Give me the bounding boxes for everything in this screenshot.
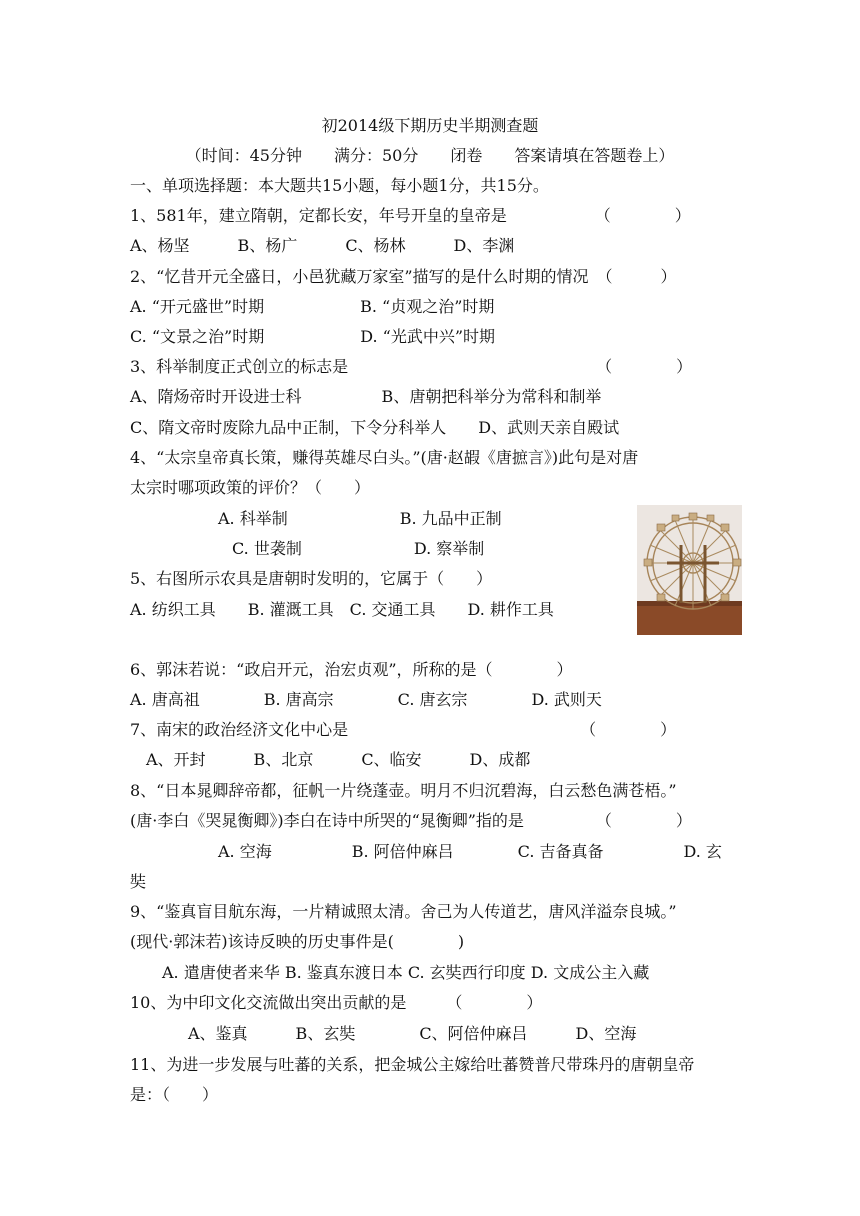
question-9: 9、“鉴真盲目航东海，一片精诚照太清。舍己为人传道艺，唐风洋溢奈良城。” [130,902,677,921]
question-9-options: A. 遣唐使者来华 B. 鉴真东渡日本 C. 玄奘西行印度 D. 文成公主入藏 [162,963,650,982]
question-8: 8、“日本晁卿辞帝都，征帆一片绕蓬壶。明月不归沉碧海，白云愁色满苍梧。” [130,781,677,800]
question-10: 10、为中印文化交流做出突出贡献的是 （ ） [130,993,543,1012]
question-2-options-ab: A. “开元盛世”时期 B. “贞观之治”时期 [130,297,495,316]
page-title: 初2014级下期历史半期测查题 [321,116,539,135]
question-7: 7、南宋的政治经济文化中心是 （ ） [130,720,677,739]
question-2: 2、“忆昔开元全盛日，小邑犹藏万家室”描写的是什么时期的情况 （ ） [130,267,677,286]
question-1: 1、581年，建立隋朝，定都长安，年号开皇的皇帝是 （ ） [130,206,691,225]
question-6: 6、郭沫若说：“政启开元，治宏贞观”，所称的是（ ） [130,660,573,679]
question-4-options-cd: C. 世袭制 D. 察举制 [232,539,485,558]
question-5: 5、右图所示农具是唐朝时发明的，它属于（ ） [130,569,493,588]
question-7-options: A、开封 B、北京 C、临安 D、成都 [146,750,531,769]
question-6-options: A. 唐高祖 B. 唐高宗 C. 唐玄宗 D. 武则天 [130,690,602,709]
question-4-continued: 太宗时哪项政策的评价？（ ） [130,478,371,497]
waterwheel-image [637,505,742,635]
question-3-options-cd: C、隋文帝时废除九品中正制，下令分科举人 D、武则天亲自殿试 [130,418,620,437]
question-3: 3、科举制度正式创立的标志是 （ ） [130,357,693,376]
question-8-option-wrap: 奘 [130,872,147,891]
section-heading: 一、单项选择题：本大题共15小题，每小题1分，共15分。 [130,176,549,195]
question-4: 4、“太宗皇帝真长策，赚得英雄尽白头。”(唐·赵嘏《唐摭言》)此句是对唐 [130,448,639,467]
question-10-options: A、鉴真 B、玄奘 C、阿倍仲麻吕 D、空海 [188,1024,637,1043]
question-1-options: A、杨坚 B、杨广 C、杨林 D、李渊 [130,236,515,255]
question-5-options: A. 纺织工具 B. 灌溉工具 C. 交通工具 D. 耕作工具 [130,600,554,619]
question-3-options-ab: A、隋炀帝时开设进士科 B、唐朝把科举分为常科和制举 [130,387,602,406]
question-11: 11、为进一步发展与吐蕃的关系，把金城公主嫁给吐蕃赞普尺带珠丹的唐朝皇帝 [130,1055,695,1074]
question-8-options: A. 空海 B. 阿倍仲麻吕 C. 吉备真备 D. 玄 [218,842,722,861]
question-2-options-cd: C. “文景之治”时期 D. “光武中兴”时期 [130,327,495,346]
question-4-options-ab: A. 科举制 B. 九品中正制 [218,509,502,528]
question-11-continued: 是：（ ） [130,1085,219,1104]
exam-info: （时间：45分钟 满分：50分 闭卷 答案请填在答题卷上） [185,146,675,165]
question-8-continued: (唐·李白《哭晁衡卿》)李白在诗中所哭的“晁衡卿”指的是 （ ） [130,811,692,830]
question-9-continued: (现代·郭沫若)该诗反映的历史事件是( ) [130,932,465,951]
